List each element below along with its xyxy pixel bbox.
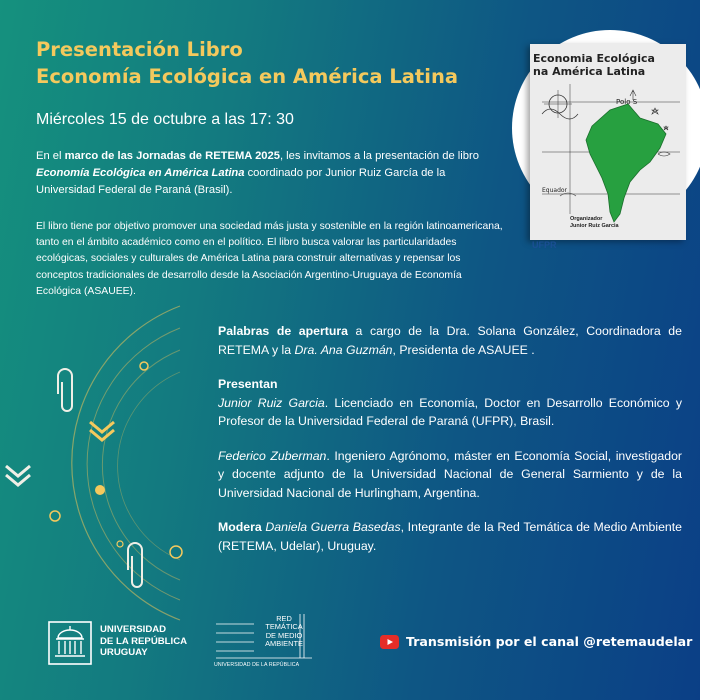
chevron-down-icon: [90, 422, 114, 432]
presenter-1-bio: . Licenciado en Economía, Doctor en Desarrollo Económico y Profesor de la Universidad Federal de Paraná (UFPR), Brasil.: [218, 395, 682, 428]
ufpr-logo: UFPR: [532, 240, 557, 250]
youtube-icon: [380, 635, 399, 649]
retema-university-label: UNIVERSIDAD DE LA REPÚBLICA: [214, 662, 300, 668]
program-content: [218, 322, 682, 555]
intro-text-e: coordinado por Junior Ruiz García de la Universidad Federal de Paraná (Brasil).: [36, 167, 446, 196]
presenter-2-bio: . Ingeniero Agrónomo, máster en Economía Social, investigador y docente adjunto de la Universidad Nacional de General Sarmiento y de la Universidad Nacional de Hurlingham, Argentina.: [218, 448, 682, 500]
opening-label: Palabras de apertura: [218, 324, 348, 338]
presenter-2-name: Federico Zuberman: [218, 448, 327, 463]
retema-line-4: AMBIENTE: [265, 639, 303, 649]
decorative-dot: [140, 362, 148, 370]
decorative-dot: [170, 546, 182, 558]
book-organizer-label: Organizador: [570, 216, 603, 222]
retema-name: [254, 615, 314, 649]
map-text-equator: Equador: [542, 187, 568, 194]
udelar-line-3: URUGUAY: [100, 647, 148, 658]
opening-guest-name: Dra. Ana Guzmán: [294, 342, 393, 357]
title-line-1: Presentación Libro: [36, 38, 243, 61]
opening-remarks: [218, 322, 682, 359]
book-cover-frame: [512, 30, 708, 250]
retema-line-1: RED: [276, 614, 292, 623]
intro-book-title: Economía Ecológica en América Latina: [36, 167, 245, 179]
decorative-circles-and-clips: [0, 300, 215, 630]
opening-text-a: a cargo de la Dra. Solana González, Coordinadora de RETEMA y la: [218, 324, 682, 357]
opening-text-b: , Presidenta de ASAUEE .: [392, 342, 535, 357]
presenter-1: [218, 375, 682, 431]
intro-paragraph: [36, 148, 506, 199]
retema-line-3: DE MEDIO: [265, 630, 303, 640]
udelar-name: [100, 624, 187, 659]
udelar-line-1: UNIVERSIDAD: [100, 624, 167, 635]
presenter-1-name: Junior Ruiz Garcia: [218, 395, 325, 410]
retema-logo: [214, 612, 314, 674]
book-title-line-1: Economia Ecológica: [533, 52, 655, 65]
map-text-polo: Polo S: [616, 98, 638, 106]
south-america-shape: [586, 104, 666, 222]
stream-channel-text: Transmisión por el canal @retemaudelar: [406, 634, 693, 649]
south-america-map-illustration: [530, 74, 686, 224]
intro-text-a: En el: [36, 150, 65, 162]
presenter-2: [218, 447, 682, 503]
moderator-label: Modera: [218, 520, 262, 534]
intro-jornadas: marco de las Jornadas de RETEMA 2025: [64, 150, 280, 162]
moderator-bio: , Integrante de la Red Temática de Medio Ambiente (RETEMA, Udelar), Uruguay.: [218, 520, 682, 553]
paperclip-icon: [58, 369, 72, 411]
title-line-2: Economía Ecológica en América Latina: [36, 65, 458, 88]
udelar-line-2: DE LA REPÚBLICA: [100, 635, 188, 647]
decorative-dot: [117, 541, 123, 547]
book-cover: [530, 44, 686, 250]
moderator: [218, 518, 682, 555]
flyer-title: [36, 36, 458, 90]
book-title-line-2: na América Latina: [533, 65, 646, 78]
chevron-down-icon: [6, 466, 30, 476]
decorative-dot: [95, 485, 105, 495]
moderator-name: Daniela Guerra Basedas: [265, 520, 401, 534]
present-label: Presentan: [218, 377, 278, 391]
book-organizer-name: Junior Ruiz Garcia: [570, 223, 619, 229]
event-date: Miércoles 15 de octubre a las 17: 30: [36, 111, 294, 128]
udelar-logo-icon: [48, 620, 92, 666]
decorative-dot: [50, 511, 60, 521]
stream-info: [380, 634, 692, 649]
book-description: El libro tiene por objetivo promover una sociedad más justa y sostenible en la región latinoamericana, tanto en el ámbito académico como en el político. El libro busca valorar las particularidades ecológicas, sociales y culturales de América Latina para construir alternativas y repensar los conceptos tradicionales de desarrollo desde la Asociación Argentino-Uruguaya de Economía Ecológica (ASAUEE).: [36, 221, 503, 297]
book-organizer: [570, 216, 619, 230]
retema-line-2: TEMÁTICA: [265, 622, 303, 632]
intro-text-c: , les invitamos a la presentación de libro: [279, 150, 479, 162]
